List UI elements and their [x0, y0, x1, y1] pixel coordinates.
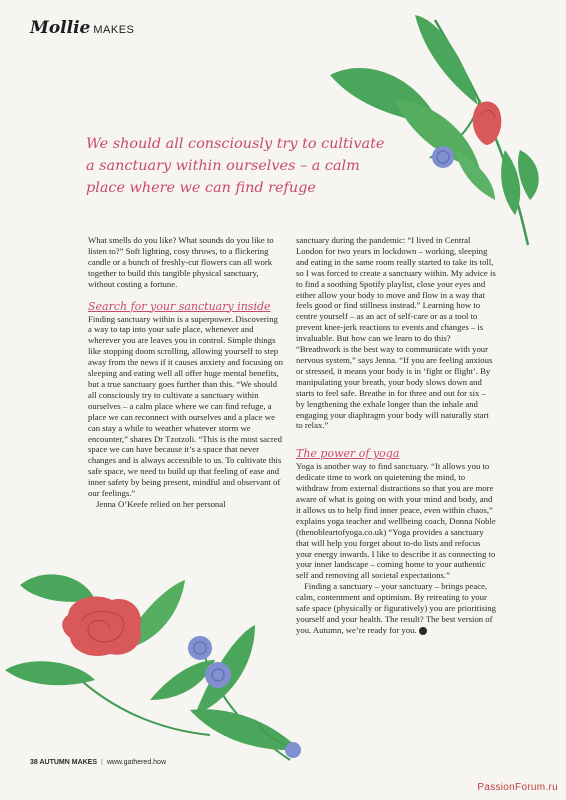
watermark: PassionForum.ru	[477, 782, 558, 793]
page-number: 38 AUTUMN MAKES	[30, 759, 98, 766]
brand-makes: MAKES	[93, 24, 135, 36]
footer-url: www.gathered.how	[106, 759, 167, 766]
page-footer	[30, 759, 166, 766]
body-column-right	[296, 235, 496, 636]
pull-quote: We should all consciously try to cultivate a sanctuary within ourselves – a calm place where we can find refuge	[86, 136, 385, 196]
intro-paragraph: What smells do you like? What sounds do you like to listen to?” Soft lighting, cosy throws, to a flickering candle or a bunch of freshly-cut flowers can all work together to build this tangible physical sanctuary, without costing a fortune.	[88, 235, 274, 289]
subheading-search-sanctuary: Search for your sanctuary inside	[88, 299, 271, 313]
body-paragraph-final	[296, 581, 496, 636]
brand-script-mollie: Mollie	[30, 18, 91, 38]
body-column-left	[88, 235, 283, 510]
final-paragraph-text: Finding a sanctuary – your sanctuary – brings peace, calm, contentment and optimism. By retreating to your safe space (physically or figuratively) you are prioritising yourself and your health. The result? The best version of you. Autumn, we’re ready for you.	[296, 581, 496, 635]
body-paragraph: Finding sanctuary within is a superpower. Discovering a way to tap into your safe place, whenever and wherever you are leaves you in control. Simple things like stopping doom scrolling, allowing yourself to step away from the news if it causes anxiety and focusing on sleeping and eating well all offer huge mental benefits, but a true sanctuary goes further than this. “We should all consciously try to cultivate a sanctuary within ourselves – a calm place where we can find refuge, a place we can reconnect with ourselves and a place we can stay a while to weather whatever storm we encounter,” shares Dr Tzotzoli. “This is the most sacred space we can have because it’s a space that never changes and is always accessible to us. To cultivate this safe space, we need to build up that feeling of ease and inner safety by being present, mindful and observant of our feelings.”	[88, 313, 283, 499]
botanical-illustration-top	[0, 0, 566, 260]
body-paragraph: Jenna O’Keefe relied on her personal	[96, 498, 226, 509]
body-paragraph: Yoga is another way to find sanctuary. “It allows you to dedicate time to work on quietening the mind, to withdraw from external distractions so that you are more aware of what is going on with your mind and body, and it allows us to help find inner peace, even within chaos,” explains yoga teacher and wellbeing coach, Donna Noble (thenobleartofyoga.co.uk) “Yoga provides a sanctuary that will help you forget about to-do lists and refocus your energy inwards. I like to describe it as connecting to your inner landscape – coming home to your authentic self and removing all societal expectations.”	[296, 461, 496, 581]
end-mark-icon: ❯	[419, 627, 427, 635]
footer-separator: |	[101, 759, 103, 766]
body-paragraph: sanctuary during the pandemic: “I lived in Central London for two years in lockdown – working, sleeping and eating in the same room really started to take its toll, so I was forced to create a sanctuary within. My advice is to find a soothing Spotify playlist, close your eyes and either allow your body to move and flow in a way that feels good or find stillness instead.” Learning how to centre yourself – as an act of self-care or as a tool to prevent knee-jerk reactions to events and changes – is invaluable. But how can we learn to do this? “Breathwork is the best way to communicate with your nervous system,” says Jenna. “If you are feeling anxious or stressed, it means your body is in ‘fight or flight’. By manipulating your breath, your body slows down and starts to feel safe. Breathe in for three and out for six – by lengthening the exhale longer than the inhale and engaging your diaphragm your body will naturally start to relax.”	[296, 235, 496, 431]
subheading-power-of-yoga: The power of yoga	[296, 447, 400, 461]
